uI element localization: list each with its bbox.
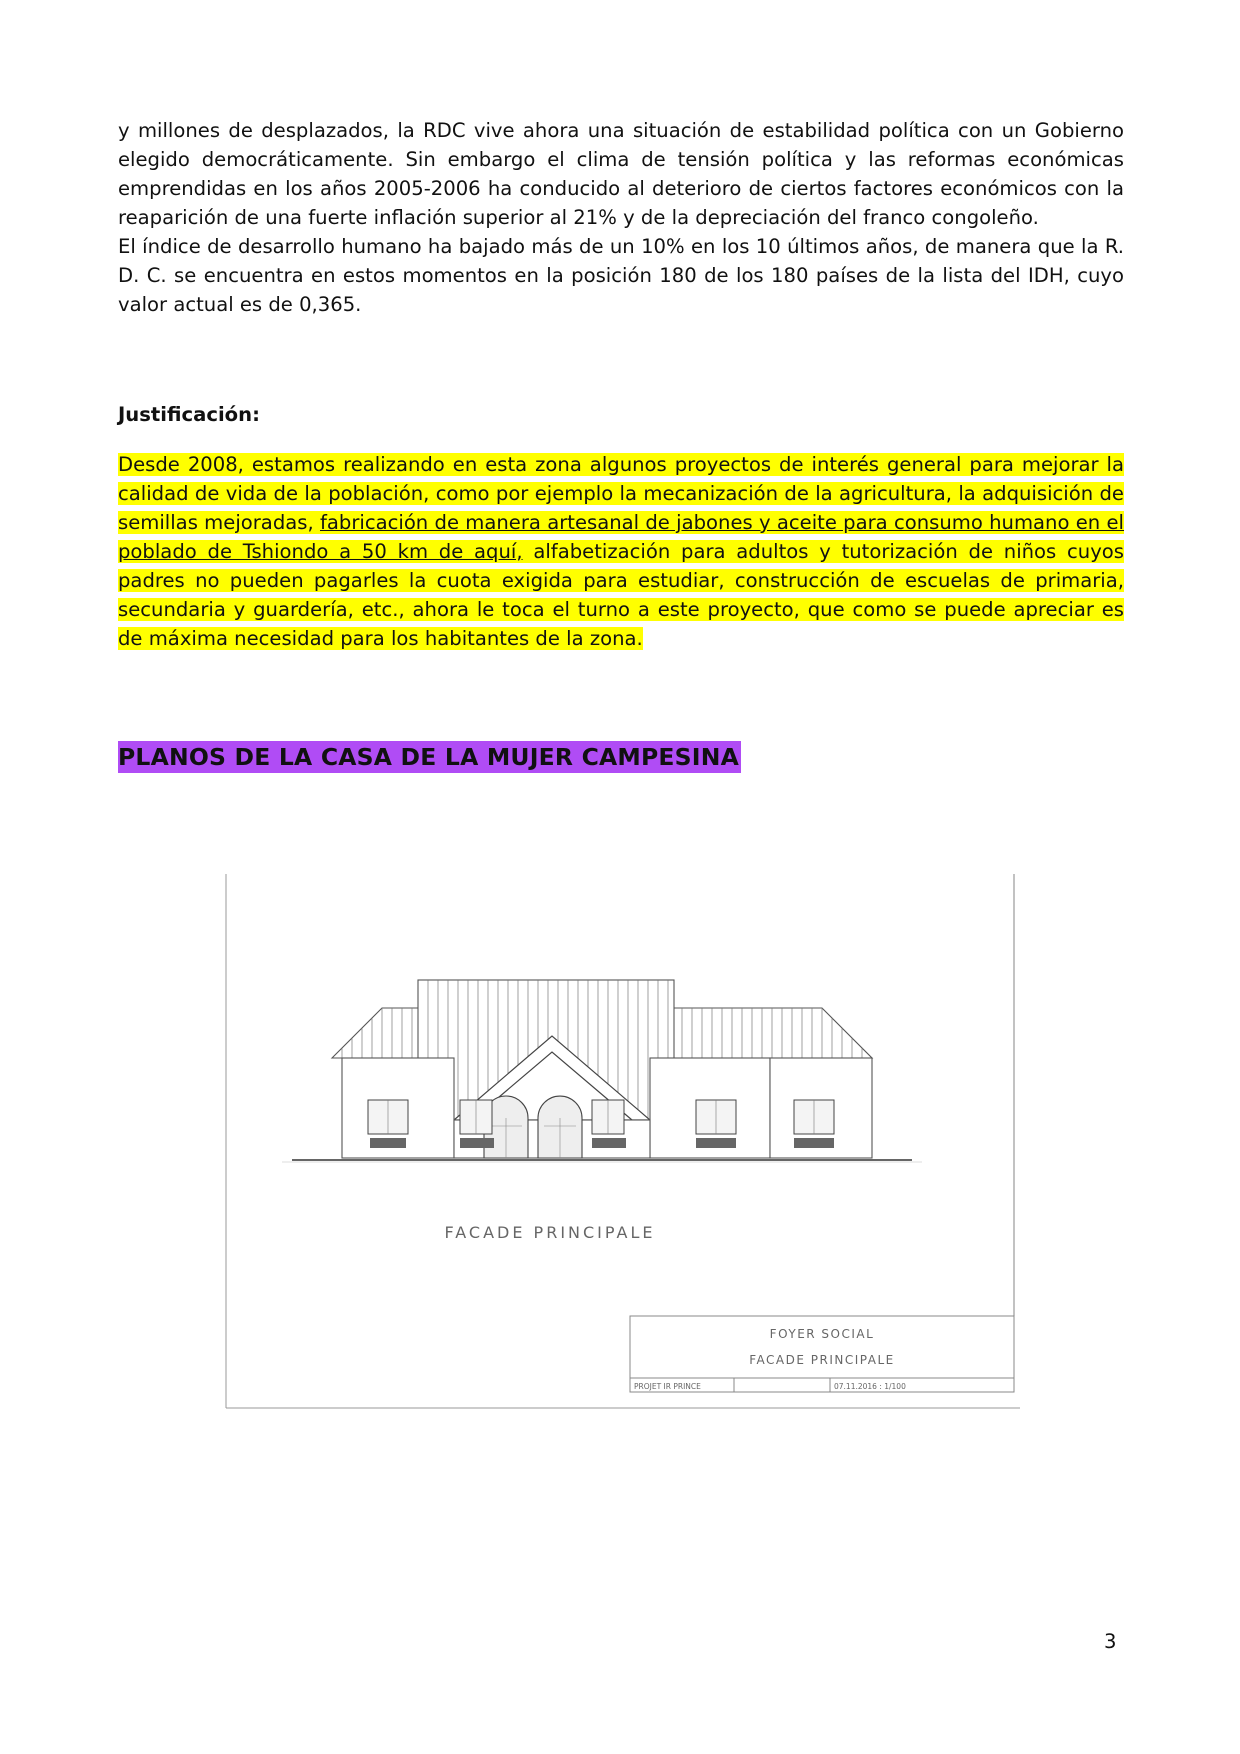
- titleblock-project: PROJET IR PRINCE: [634, 1382, 701, 1391]
- intro-section: [118, 116, 1124, 319]
- justificacion-heading: Justificación:: [118, 403, 260, 426]
- facade-drawing: [222, 868, 1028, 1428]
- justificacion-text-1: Desde 2008, estamos realizando en esta zona algunos proyectos de interés general para mejorar la calidad de vida de la población, como por ejemplo la mecanización de la agricultura, la adquisición de semillas mejoradas,: [118, 453, 1124, 534]
- titleblock-line1: FOYER SOCIAL: [769, 1327, 875, 1341]
- justificacion-underlined-text: fabricación de manera artesanal de jabones y aceite para consumo humano en el poblado de Tshiondo a 50 km de aquí,: [118, 511, 1124, 563]
- titleblock-line2: FACADE PRINCIPALE: [749, 1353, 895, 1367]
- intro-paragraph-1: y millones de desplazados, la RDC vive ahora una situación de estabilidad política con un Gobierno elegido democráticamente. Sin embargo el clima de tensión política y las reformas económicas emprendidas en los años 2005-2006 ha conducido al deterioro de ciertos factores económicos con la reaparición de una fuerte inflación superior al 21% y de la depreciación del franco congoleño.: [118, 119, 1124, 229]
- intro-paragraph-2: El índice de desarrollo humano ha bajado más de un 10% en los 10 últimos años, de manera que la R. D. C. se encuentra en estos momentos en la posición 180 de los 180 países de la lista del IDH, cuyo valor actual es de 0,365.: [118, 235, 1124, 316]
- justificacion-paragraph: [118, 450, 1124, 653]
- justificacion-text-2: alfabetización para adultos y tutorización de niños cuyos padres no pueden pagarles la cuota exigida para estudiar, construcción de escuelas de primaria, secundaria y guardería, etc., ahora le toca el turno a este proyecto, que como se puede apreciar es de máxima necesidad para los habitantes de la zona.: [118, 540, 1124, 650]
- plans-section-title: PLANOS DE LA CASA DE LA MUJER CAMPESINA: [118, 743, 739, 771]
- drawing-caption: FACADE PRINCIPALE: [444, 1223, 656, 1242]
- titleblock-date-scale: 07.11.2016 : 1/100: [834, 1382, 906, 1391]
- page-number: 3: [1104, 1630, 1117, 1653]
